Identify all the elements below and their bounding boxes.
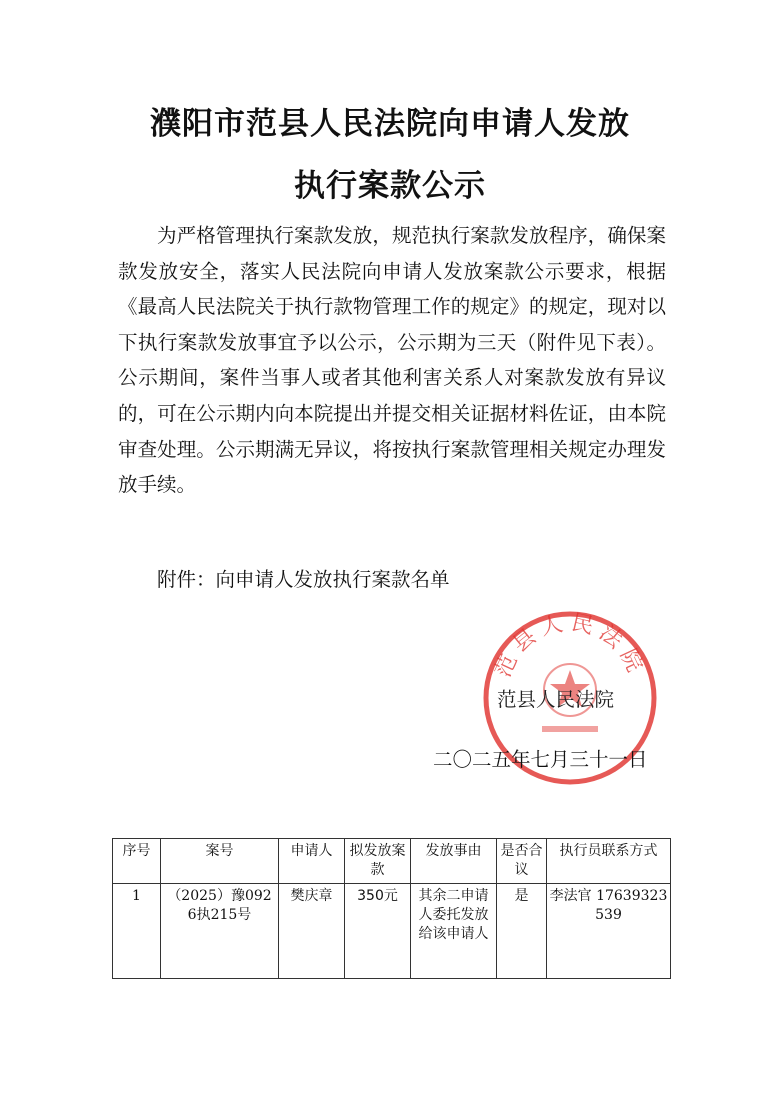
cell-applicant: 樊庆章 — [279, 884, 345, 979]
cell-index: 1 — [113, 884, 161, 979]
header-applicant: 申请人 — [279, 839, 345, 884]
cell-contact: 李法官 17639323539 — [547, 884, 671, 979]
document-title-line2: 执行案款公示 — [294, 168, 486, 204]
cell-amount: 350元 — [345, 884, 411, 979]
header-contact: 执行员联系方式 — [547, 839, 671, 884]
cell-collegiate: 是 — [497, 884, 547, 979]
cell-case-number: （2025）豫0926执215号 — [161, 884, 279, 979]
header-index: 序号 — [113, 839, 161, 884]
body-paragraph: 为严格管理执行案款发放，规范执行案款发放程序，确保案款发放安全，落实人民法院向申请人发放案款公示要求，根据《最高人民法院关于执行款物管理工作的规定》的规定，现对以下执行案款发放事宜予以公示，公示期为三天（附件见下表）。公示期间，案件当事人或者其他利害关系人对案款发放有异议的，可在公示期内向本院提出并提交相关证据材料佐证，由本院审查处理。公示期满无异议，将按执行案款管理相关规定办理发放手续。 — [118, 224, 666, 497]
attachment-label: 附件：向申请人发放执行案款名单 — [157, 568, 450, 591]
document-title-line1: 濮阳市范县人民法院向申请人发放 — [150, 106, 630, 142]
signature-date: 二〇二五年七月三十一日 — [433, 748, 648, 771]
table-header-row — [113, 839, 671, 884]
disbursement-table — [112, 838, 671, 979]
table-row — [113, 884, 671, 979]
header-case-number: 案号 — [161, 839, 279, 884]
header-reason: 发放事由 — [411, 839, 497, 884]
header-amount: 拟发放案款 — [345, 839, 411, 884]
svg-text:范县人民法院: 范县人民法院 — [490, 610, 650, 682]
header-collegiate: 是否合议 — [497, 839, 547, 884]
cell-reason: 其余二申请人委托发放给该申请人 — [411, 884, 497, 979]
signature-court-name: 范县人民法院 — [497, 688, 615, 711]
